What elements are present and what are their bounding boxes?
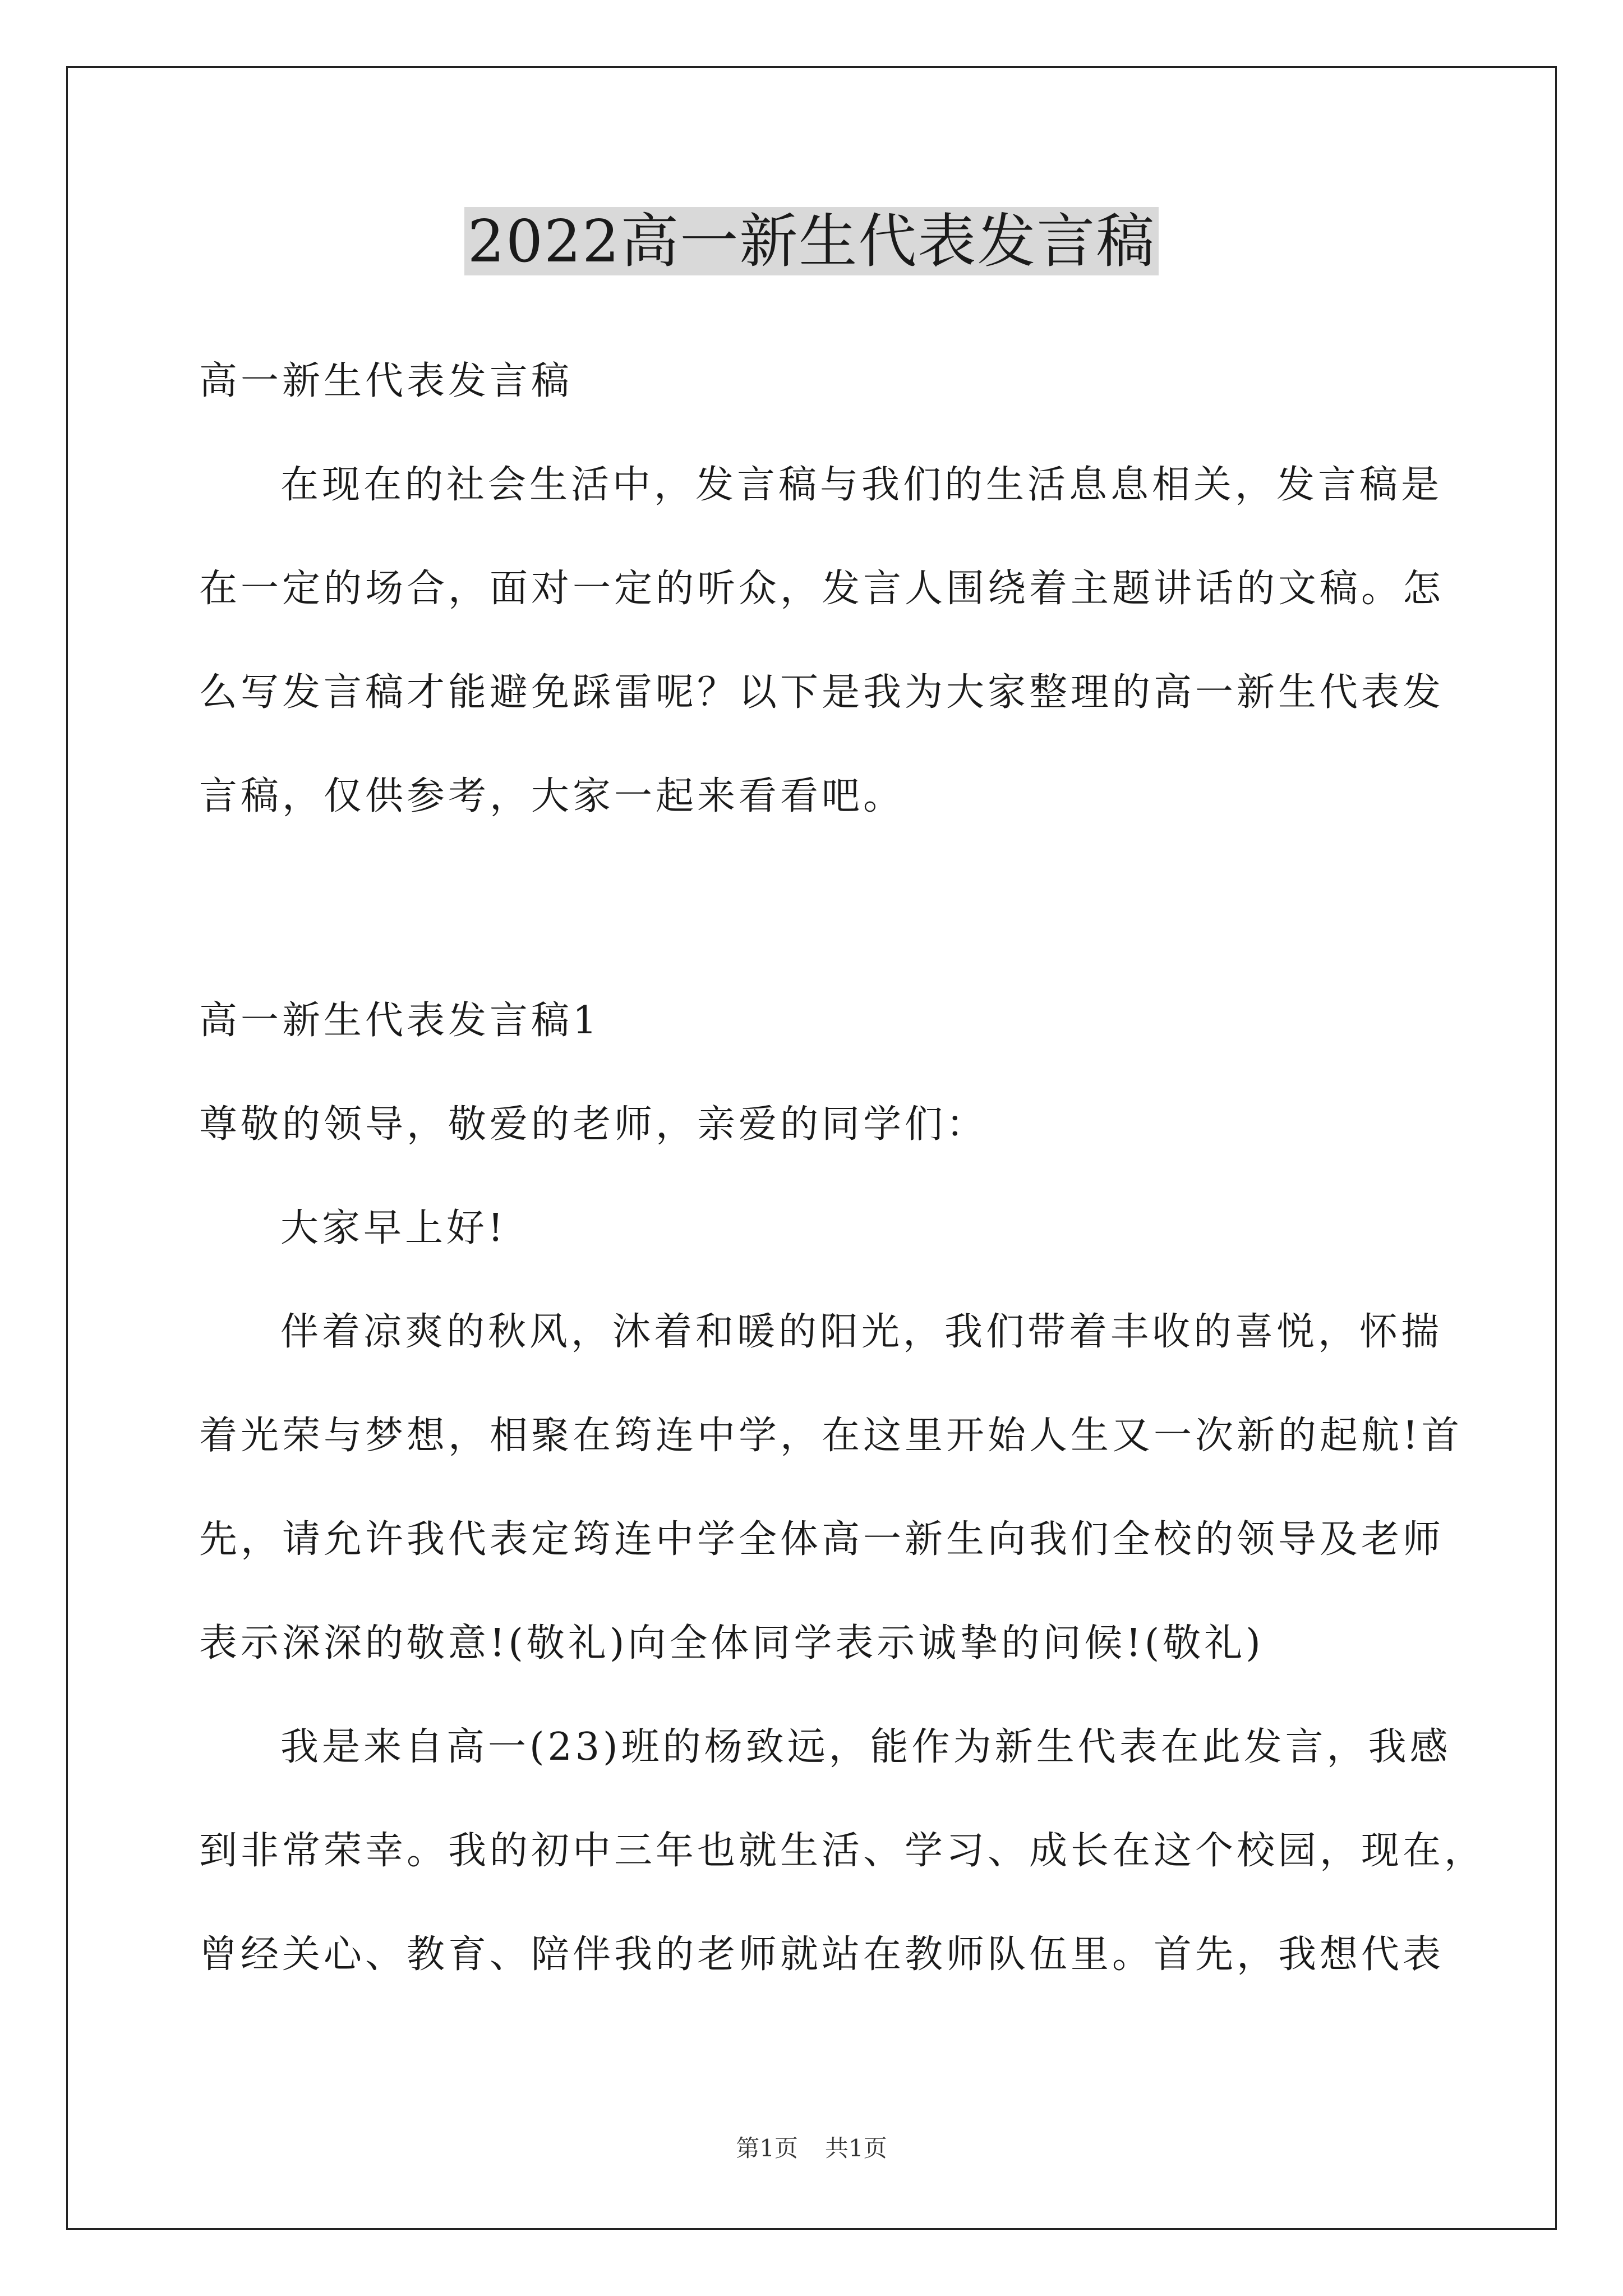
body-paragraph-line: 到非常荣幸。我的初中三年也就生活、学习、成长在这个校园，现在， [199,1829,1486,1873]
body-paragraph-line: 曾经关心、教育、陪伴我的老师就站在教师队伍里。首先，我想代表 [199,1932,1445,1977]
page-total: 共1页 [825,2134,887,2162]
subtitle-line: 高一新生代表发言稿 [199,359,573,403]
intro-paragraph-line: 在一定的场合，面对一定的听众，发言人围绕着主题讲话的文稿。怎 [199,567,1445,611]
body-paragraph-line: 我是来自高一(23)班的杨致远，能作为新生代表在此发言，我感 [280,1725,1451,1769]
body-paragraph-line: 伴着凉爽的秋风，沐着和暖的阳光，我们带着丰收的喜悦，怀揣 [280,1310,1443,1354]
body-paragraph-line: 着光荣与梦想，相聚在筠连中学，在这里开始人生又一次新的起航!首 [199,1414,1463,1458]
intro-paragraph-line: 在现在的社会生活中，发言稿与我们的生活息息相关，发言稿是 [280,463,1443,507]
body-paragraph-line: 表示深深的敬意!(敬礼)向全体同学表示诚挚的问候!(敬礼) [199,1621,1264,1665]
salutation-line: 尊敬的领导，敬爱的老师，亲爱的同学们： [199,1102,988,1147]
body-paragraph-line: 先，请允许我代表定筠连中学全体高一新生向我们全校的领导及老师 [199,1517,1445,1562]
greeting-line: 大家早上好! [280,1206,507,1250]
intro-paragraph-line: 言稿，仅供参考，大家一起来看看吧。 [199,774,905,818]
document-title [0,202,1623,280]
page-footer [0,2132,1623,2165]
section-heading: 高一新生代表发言稿1 [199,999,601,1043]
intro-paragraph-line: 么写发言稿才能避免踩雷呢？以下是我为大家整理的高一新生代表发 [199,670,1445,715]
document-title-text: 2022高一新生代表发言稿 [464,207,1159,275]
page-number: 第1页 [736,2134,798,2162]
